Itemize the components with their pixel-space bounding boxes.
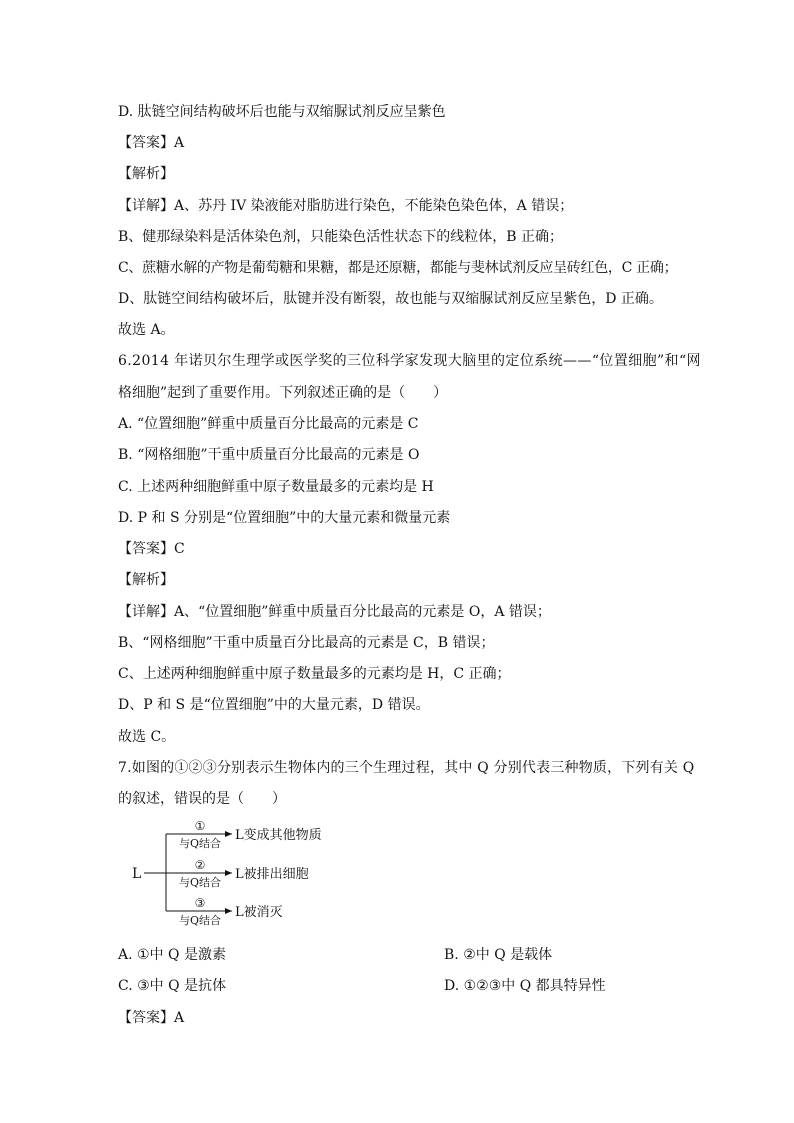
diagram-branch-2 [166, 858, 309, 889]
q5-detail-a: 【详解】A、苏丹 IV 染液能对脂肪进行染色，不能染色染色体，A 错误； [118, 198, 574, 214]
q5-detail-c: C、蔗糖水解的产物是葡萄糖和果糖，都是还原糖，都能与斐林试剂反应呈砖红色，C 正确； [118, 260, 678, 276]
branch-1-condition: 与Q结合 [178, 837, 222, 850]
diagram-source-label: L [132, 866, 142, 882]
q7-answer: 【答案】A [118, 1010, 185, 1026]
q5-detail-b: B、健那绿染料是活体染色剂，只能染色活性状态下的线粒体，B 正确； [118, 229, 564, 245]
q7-option-b: B. ②中 Q 是载体 [444, 947, 553, 963]
q6-option-b: B. “网格细胞”干重中质量百分比最高的元素是 O [118, 447, 420, 463]
q7-diagram [128, 818, 358, 928]
q7-stem-line1: 7.如图的①②③分别表示生物体内的三个生理过程，其中 Q 分别代表三种物质，下列有关 Q [118, 760, 695, 776]
q6-detail-c: C、上述两种细胞鲜重中原子数量最多的元素均是 H，C 正确； [118, 666, 511, 682]
q7-option-a: A. ①中 Q 是激素 [118, 947, 226, 963]
branch-2-result: L被排出细胞 [235, 867, 309, 882]
diagram-branch-1 [166, 819, 322, 850]
branch-1-number: ① [194, 819, 206, 833]
branch-2-condition: 与Q结合 [178, 876, 222, 889]
q6-option-d: D. P 和 S 分别是“位置细胞”中的大量元素和微量元素 [118, 510, 451, 526]
q6-stem-line1: 6.2014 年诺贝尔生理学或医学奖的三位科学家发现大脑里的定位系统——“位置细胞”和“网 [118, 353, 701, 369]
q5-detail-d: D、肽链空间结构破坏后，肽键并没有断裂，故也能与双缩脲试剂反应呈紫色，D 正确。 [118, 291, 663, 307]
q6-analysis-title: 【解析】 [118, 572, 174, 588]
branch-3-result: L被消灭 [235, 905, 283, 920]
branch-2-number: ② [194, 858, 206, 872]
q6-option-a: A. “位置细胞”鲜重中质量百分比最高的元素是 C [118, 416, 419, 432]
q7-option-c: C. ③中 Q 是抗体 [118, 978, 227, 994]
branch-3-condition: 与Q结合 [178, 914, 222, 927]
q6-stem-line2: 格细胞”起到了重要作用。下列叙述正确的是（ ） [118, 385, 448, 401]
q6-detail-d: D、P 和 S 是“位置细胞”中的大量元素，D 错误。 [118, 697, 430, 713]
branch-1-result: L变成其他物质 [235, 828, 322, 843]
q7-option-d: D. ①②③中 Q 都具特异性 [444, 978, 606, 994]
q7-stem-line2: 的叙述，错误的是（ ） [118, 791, 286, 807]
q6-answer: 【答案】C [118, 541, 185, 557]
q5-analysis-title: 【解析】 [118, 166, 174, 182]
q5-answer: 【答案】A [118, 135, 185, 151]
branch-3-number: ③ [194, 896, 206, 910]
q6-detail-a: 【详解】A、“位置细胞”鲜重中质量百分比最高的元素是 O，A 错误； [118, 604, 551, 620]
q5-option-d: D. 肽链空间结构破坏后也能与双缩脲试剂反应呈紫色 [118, 104, 446, 120]
q6-detail-b: B、“网格细胞”干重中质量百分比最高的元素是 C，B 错误； [118, 635, 495, 651]
q5-conclusion: 故选 A。 [118, 322, 175, 338]
q6-conclusion: 故选 C。 [118, 729, 176, 745]
diagram-branch-3 [166, 896, 283, 927]
q6-option-c: C. 上述两种细胞鲜重中原子数量最多的元素均是 H [118, 479, 434, 495]
